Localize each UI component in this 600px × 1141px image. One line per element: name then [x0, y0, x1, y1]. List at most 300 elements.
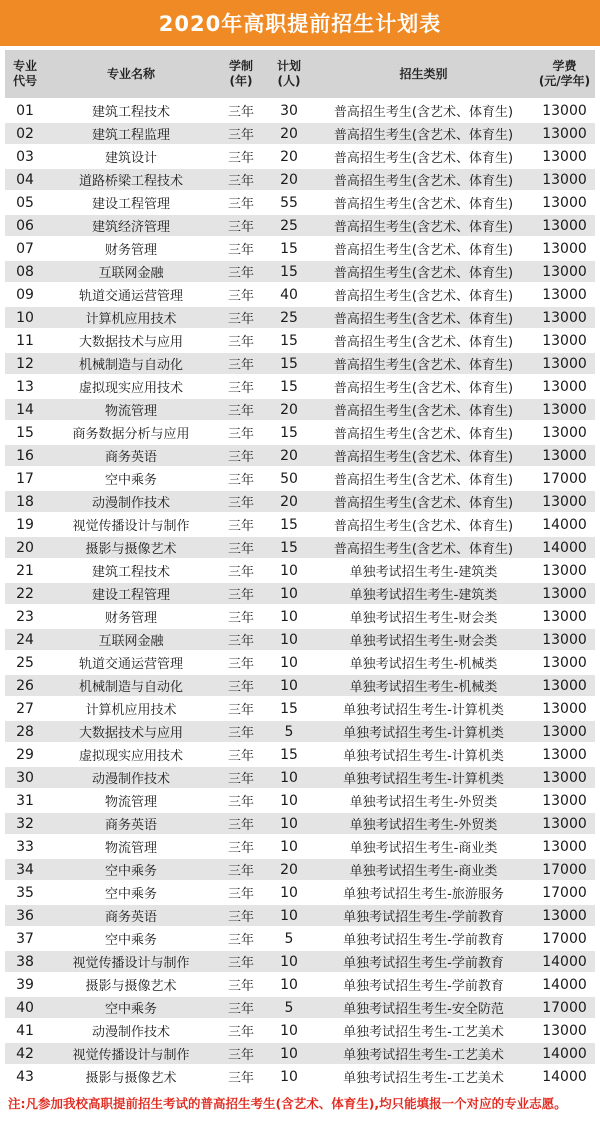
cell-code: 35	[5, 881, 45, 904]
cell-code: 30	[5, 766, 45, 789]
cell-study-length: 三年	[217, 720, 265, 743]
cell-major-name: 建筑工程技术	[45, 559, 217, 582]
cell-major-name: 商务英语	[45, 444, 217, 467]
cell-plan-count: 20	[265, 858, 313, 881]
table-row	[5, 697, 595, 720]
cell-plan-count: 10	[265, 881, 313, 904]
cell-tuition-fee: 13000	[534, 444, 595, 467]
cell-major-name: 摄影与摄像艺术	[45, 536, 217, 559]
cell-plan-count: 10	[265, 1065, 313, 1088]
header-category	[313, 50, 534, 99]
footnote: 注:凡参加我校高职提前招生考试的普高招生考生(含艺术、体育生),均只能填报一个对应的专业志愿。	[8, 1096, 567, 1111]
cell-tuition-fee: 13000	[534, 375, 595, 398]
cell-tuition-fee: 13000	[534, 582, 595, 605]
cell-plan-count: 55	[265, 191, 313, 214]
cell-tuition-fee: 14000	[534, 1065, 595, 1088]
cell-category: 单独考试招生考生-机械类	[313, 651, 534, 674]
cell-plan-count: 10	[265, 835, 313, 858]
cell-tuition-fee: 14000	[534, 536, 595, 559]
cell-code: 39	[5, 973, 45, 996]
cell-code: 06	[5, 214, 45, 237]
cell-category: 单独考试招生考生-学前教育	[313, 950, 534, 973]
cell-code: 23	[5, 605, 45, 628]
cell-tuition-fee: 13000	[534, 766, 595, 789]
cell-category: 普高招生考生(含艺术、体育生)	[313, 306, 534, 329]
cell-plan-count: 10	[265, 674, 313, 697]
cell-plan-count: 5	[265, 927, 313, 950]
cell-tuition-fee: 13000	[534, 559, 595, 582]
table-row	[5, 122, 595, 145]
cell-tuition-fee: 13000	[534, 720, 595, 743]
cell-category: 单独考试招生考生-安全防范	[313, 996, 534, 1019]
cell-major-name: 建筑经济管理	[45, 214, 217, 237]
cell-study-length: 三年	[217, 1042, 265, 1065]
cell-study-length: 三年	[217, 237, 265, 260]
header-fee-line2: (元/学年)	[538, 74, 591, 88]
header-code-line2: 代号	[12, 74, 37, 88]
cell-plan-count: 10	[265, 766, 313, 789]
cell-tuition-fee: 13000	[534, 283, 595, 306]
cell-plan-count: 15	[265, 375, 313, 398]
table-row	[5, 352, 595, 375]
cell-study-length: 三年	[217, 628, 265, 651]
cell-plan-count: 5	[265, 996, 313, 1019]
cell-tuition-fee: 13000	[534, 697, 595, 720]
cell-code: 20	[5, 536, 45, 559]
cell-plan-count: 20	[265, 444, 313, 467]
cell-category: 单独考试招生考生-工艺美术	[313, 1065, 534, 1088]
cell-major-name: 商务英语	[45, 904, 217, 927]
cell-category: 普高招生考生(含艺术、体育生)	[313, 490, 534, 513]
cell-major-name: 视觉传播设计与制作	[45, 1042, 217, 1065]
cell-study-length: 三年	[217, 260, 265, 283]
cell-major-name: 虚拟现实应用技术	[45, 375, 217, 398]
cell-code: 04	[5, 168, 45, 191]
cell-code: 03	[5, 145, 45, 168]
cell-category: 单独考试招生考生-计算机类	[313, 720, 534, 743]
cell-major-name: 建筑工程技术	[45, 99, 217, 122]
cell-study-length: 三年	[217, 605, 265, 628]
cell-category: 单独考试招生考生-机械类	[313, 674, 534, 697]
cell-major-name: 大数据技术与应用	[45, 329, 217, 352]
cell-major-name: 财务管理	[45, 237, 217, 260]
cell-tuition-fee: 14000	[534, 950, 595, 973]
cell-study-length: 三年	[217, 421, 265, 444]
cell-major-name: 商务数据分析与应用	[45, 421, 217, 444]
cell-tuition-fee: 14000	[534, 513, 595, 536]
cell-major-name: 动漫制作技术	[45, 766, 217, 789]
table-header	[5, 50, 595, 99]
cell-plan-count: 15	[265, 421, 313, 444]
cell-plan-count: 15	[265, 260, 313, 283]
cell-plan-count: 20	[265, 398, 313, 421]
cell-major-name: 动漫制作技术	[45, 490, 217, 513]
cell-plan-count: 15	[265, 743, 313, 766]
table-row	[5, 536, 595, 559]
cell-study-length: 三年	[217, 191, 265, 214]
cell-tuition-fee: 13000	[534, 490, 595, 513]
header-plan-line1: 计划	[276, 59, 301, 73]
cell-tuition-fee: 13000	[534, 904, 595, 927]
cell-tuition-fee: 13000	[534, 260, 595, 283]
cell-plan-count: 20	[265, 122, 313, 145]
cell-major-name: 空中乘务	[45, 927, 217, 950]
cell-code: 17	[5, 467, 45, 490]
cell-plan-count: 10	[265, 628, 313, 651]
table-row	[5, 904, 595, 927]
cell-major-name: 商务英语	[45, 812, 217, 835]
cell-category: 单独考试招生考生-外贸类	[313, 812, 534, 835]
cell-plan-count: 15	[265, 513, 313, 536]
cell-tuition-fee: 17000	[534, 996, 595, 1019]
table-row	[5, 237, 595, 260]
cell-plan-count: 10	[265, 1019, 313, 1042]
cell-tuition-fee: 13000	[534, 237, 595, 260]
cell-code: 02	[5, 122, 45, 145]
cell-major-name: 空中乘务	[45, 996, 217, 1019]
table-row	[5, 513, 595, 536]
cell-tuition-fee: 13000	[534, 398, 595, 421]
cell-study-length: 三年	[217, 467, 265, 490]
cell-study-length: 三年	[217, 490, 265, 513]
cell-code: 07	[5, 237, 45, 260]
cell-tuition-fee: 13000	[534, 789, 595, 812]
cell-code: 14	[5, 398, 45, 421]
cell-plan-count: 10	[265, 1042, 313, 1065]
cell-major-name: 视觉传播设计与制作	[45, 950, 217, 973]
table-row	[5, 766, 595, 789]
cell-plan-count: 10	[265, 582, 313, 605]
table-row	[5, 145, 595, 168]
plan-table-container	[0, 46, 600, 1089]
header-plan	[265, 50, 313, 99]
cell-study-length: 三年	[217, 283, 265, 306]
cell-category: 普高招生考生(含艺术、体育生)	[313, 260, 534, 283]
cell-major-name: 空中乘务	[45, 858, 217, 881]
cell-plan-count: 10	[265, 812, 313, 835]
cell-major-name: 摄影与摄像艺术	[45, 1065, 217, 1088]
table-row	[5, 996, 595, 1019]
cell-category: 普高招生考生(含艺术、体育生)	[313, 421, 534, 444]
cell-code: 22	[5, 582, 45, 605]
cell-category: 普高招生考生(含艺术、体育生)	[313, 513, 534, 536]
cell-tuition-fee: 13000	[534, 674, 595, 697]
cell-code: 01	[5, 99, 45, 122]
cell-major-name: 机械制造与自动化	[45, 352, 217, 375]
cell-major-name: 摄影与摄像艺术	[45, 973, 217, 996]
enrollment-plan-table	[5, 50, 595, 1089]
cell-category: 单独考试招生考生-工艺美术	[313, 1042, 534, 1065]
cell-study-length: 三年	[217, 444, 265, 467]
cell-category: 单独考试招生考生-旅游服务	[313, 881, 534, 904]
cell-code: 34	[5, 858, 45, 881]
cell-major-name: 物流管理	[45, 398, 217, 421]
cell-major-name: 机械制造与自动化	[45, 674, 217, 697]
table-row	[5, 605, 595, 628]
table-row	[5, 375, 595, 398]
cell-study-length: 三年	[217, 99, 265, 122]
cell-category: 普高招生考生(含艺术、体育生)	[313, 444, 534, 467]
cell-study-length: 三年	[217, 904, 265, 927]
cell-code: 10	[5, 306, 45, 329]
cell-plan-count: 10	[265, 559, 313, 582]
table-row	[5, 306, 595, 329]
cell-study-length: 三年	[217, 674, 265, 697]
cell-code: 15	[5, 421, 45, 444]
cell-code: 37	[5, 927, 45, 950]
cell-study-length: 三年	[217, 835, 265, 858]
cell-category: 普高招生考生(含艺术、体育生)	[313, 122, 534, 145]
table-row	[5, 191, 595, 214]
cell-plan-count: 30	[265, 99, 313, 122]
cell-study-length: 三年	[217, 559, 265, 582]
cell-code: 38	[5, 950, 45, 973]
cell-code: 28	[5, 720, 45, 743]
cell-plan-count: 40	[265, 283, 313, 306]
cell-study-length: 三年	[217, 536, 265, 559]
cell-tuition-fee: 17000	[534, 927, 595, 950]
cell-category: 普高招生考生(含艺术、体育生)	[313, 283, 534, 306]
table-row	[5, 168, 595, 191]
page-title: 2020年高职提前招生计划表	[0, 0, 600, 46]
cell-plan-count: 10	[265, 605, 313, 628]
cell-category: 普高招生考生(含艺术、体育生)	[313, 214, 534, 237]
table-row	[5, 467, 595, 490]
table-row	[5, 329, 595, 352]
cell-major-name: 轨道交通运营管理	[45, 651, 217, 674]
cell-code: 24	[5, 628, 45, 651]
cell-study-length: 三年	[217, 1065, 265, 1088]
table-row	[5, 582, 595, 605]
cell-tuition-fee: 13000	[534, 743, 595, 766]
cell-code: 31	[5, 789, 45, 812]
cell-code: 05	[5, 191, 45, 214]
header-code-line1: 专业	[12, 59, 37, 73]
cell-study-length: 三年	[217, 122, 265, 145]
cell-category: 单独考试招生考生-学前教育	[313, 973, 534, 996]
cell-major-name: 虚拟现实应用技术	[45, 743, 217, 766]
cell-tuition-fee: 13000	[534, 812, 595, 835]
cell-category: 普高招生考生(含艺术、体育生)	[313, 329, 534, 352]
cell-major-name: 大数据技术与应用	[45, 720, 217, 743]
table-row	[5, 628, 595, 651]
cell-major-name: 建筑设计	[45, 145, 217, 168]
header-length	[217, 50, 265, 99]
header-length-line1: 学制	[228, 59, 253, 73]
cell-study-length: 三年	[217, 513, 265, 536]
cell-category: 单独考试招生考生-计算机类	[313, 697, 534, 720]
cell-plan-count: 10	[265, 950, 313, 973]
table-body	[5, 99, 595, 1088]
table-row	[5, 835, 595, 858]
cell-category: 普高招生考生(含艺术、体育生)	[313, 237, 534, 260]
cell-category: 普高招生考生(含艺术、体育生)	[313, 191, 534, 214]
cell-study-length: 三年	[217, 996, 265, 1019]
cell-code: 43	[5, 1065, 45, 1088]
cell-category: 普高招生考生(含艺术、体育生)	[313, 375, 534, 398]
cell-plan-count: 15	[265, 329, 313, 352]
header-name	[45, 50, 217, 99]
cell-plan-count: 10	[265, 904, 313, 927]
cell-plan-count: 20	[265, 145, 313, 168]
cell-major-name: 建设工程管理	[45, 582, 217, 605]
table-row	[5, 720, 595, 743]
cell-tuition-fee: 14000	[534, 1042, 595, 1065]
header-name-label: 专业名称	[106, 66, 155, 81]
cell-category: 普高招生考生(含艺术、体育生)	[313, 352, 534, 375]
cell-code: 25	[5, 651, 45, 674]
cell-major-name: 视觉传播设计与制作	[45, 513, 217, 536]
table-row	[5, 674, 595, 697]
table-row	[5, 283, 595, 306]
cell-code: 13	[5, 375, 45, 398]
cell-major-name: 道路桥梁工程技术	[45, 168, 217, 191]
table-row	[5, 743, 595, 766]
header-fee	[534, 50, 595, 99]
cell-category: 单独考试招生考生-商业类	[313, 835, 534, 858]
cell-code: 42	[5, 1042, 45, 1065]
cell-code: 18	[5, 490, 45, 513]
cell-study-length: 三年	[217, 973, 265, 996]
cell-study-length: 三年	[217, 743, 265, 766]
cell-major-name: 空中乘务	[45, 881, 217, 904]
cell-major-name: 轨道交通运营管理	[45, 283, 217, 306]
cell-major-name: 物流管理	[45, 789, 217, 812]
table-row	[5, 260, 595, 283]
cell-code: 29	[5, 743, 45, 766]
cell-code: 16	[5, 444, 45, 467]
cell-tuition-fee: 13000	[534, 306, 595, 329]
cell-category: 单独考试招生考生-计算机类	[313, 743, 534, 766]
cell-category: 单独考试招生考生-财会类	[313, 628, 534, 651]
cell-code: 21	[5, 559, 45, 582]
cell-tuition-fee: 13000	[534, 191, 595, 214]
cell-tuition-fee: 14000	[534, 973, 595, 996]
cell-category: 单独考试招生考生-建筑类	[313, 582, 534, 605]
table-row	[5, 559, 595, 582]
header-category-label: 招生类别	[399, 66, 448, 81]
cell-study-length: 三年	[217, 306, 265, 329]
cell-plan-count: 15	[265, 352, 313, 375]
cell-study-length: 三年	[217, 582, 265, 605]
table-row	[5, 1042, 595, 1065]
table-row	[5, 881, 595, 904]
cell-category: 普高招生考生(含艺术、体育生)	[313, 168, 534, 191]
cell-category: 单独考试招生考生-财会类	[313, 605, 534, 628]
cell-study-length: 三年	[217, 812, 265, 835]
cell-tuition-fee: 17000	[534, 467, 595, 490]
cell-tuition-fee: 13000	[534, 835, 595, 858]
cell-study-length: 三年	[217, 214, 265, 237]
table-row	[5, 214, 595, 237]
cell-major-name: 动漫制作技术	[45, 1019, 217, 1042]
cell-tuition-fee: 17000	[534, 881, 595, 904]
cell-tuition-fee: 13000	[534, 651, 595, 674]
cell-tuition-fee: 13000	[534, 605, 595, 628]
cell-plan-count: 10	[265, 789, 313, 812]
table-row	[5, 651, 595, 674]
cell-major-name: 建设工程管理	[45, 191, 217, 214]
cell-category: 单独考试招生考生-学前教育	[313, 904, 534, 927]
cell-tuition-fee: 13000	[534, 352, 595, 375]
cell-tuition-fee: 13000	[534, 99, 595, 122]
cell-study-length: 三年	[217, 950, 265, 973]
cell-plan-count: 15	[265, 697, 313, 720]
cell-study-length: 三年	[217, 697, 265, 720]
cell-code: 36	[5, 904, 45, 927]
cell-major-name: 建筑工程监理	[45, 122, 217, 145]
cell-tuition-fee: 13000	[534, 1019, 595, 1042]
cell-study-length: 三年	[217, 881, 265, 904]
cell-category: 单独考试招生考生-建筑类	[313, 559, 534, 582]
cell-plan-count: 15	[265, 536, 313, 559]
cell-category: 单独考试招生考生-学前教育	[313, 927, 534, 950]
table-row	[5, 927, 595, 950]
cell-tuition-fee: 13000	[534, 122, 595, 145]
cell-code: 41	[5, 1019, 45, 1042]
table-row	[5, 444, 595, 467]
cell-study-length: 三年	[217, 651, 265, 674]
table-row	[5, 398, 595, 421]
cell-major-name: 财务管理	[45, 605, 217, 628]
table-row	[5, 950, 595, 973]
cell-study-length: 三年	[217, 375, 265, 398]
cell-category: 单独考试招生考生-工艺美术	[313, 1019, 534, 1042]
cell-code: 32	[5, 812, 45, 835]
cell-code: 40	[5, 996, 45, 1019]
cell-study-length: 三年	[217, 145, 265, 168]
cell-plan-count: 25	[265, 306, 313, 329]
table-row	[5, 812, 595, 835]
cell-plan-count: 10	[265, 973, 313, 996]
cell-study-length: 三年	[217, 352, 265, 375]
cell-plan-count: 25	[265, 214, 313, 237]
header-code	[5, 50, 45, 99]
cell-tuition-fee: 13000	[534, 421, 595, 444]
header-fee-line1: 学费	[552, 59, 577, 73]
cell-major-name: 空中乘务	[45, 467, 217, 490]
cell-code: 11	[5, 329, 45, 352]
cell-code: 08	[5, 260, 45, 283]
table-row	[5, 1019, 595, 1042]
cell-study-length: 三年	[217, 398, 265, 421]
table-row	[5, 1065, 595, 1088]
header-length-line2: (年)	[229, 74, 253, 88]
cell-plan-count: 20	[265, 168, 313, 191]
header-plan-line2: (人)	[277, 74, 301, 88]
cell-major-name: 计算机应用技术	[45, 697, 217, 720]
cell-major-name: 物流管理	[45, 835, 217, 858]
table-row	[5, 490, 595, 513]
table-row	[5, 858, 595, 881]
cell-tuition-fee: 13000	[534, 168, 595, 191]
cell-code: 33	[5, 835, 45, 858]
table-row	[5, 789, 595, 812]
cell-study-length: 三年	[217, 329, 265, 352]
cell-category: 单独考试招生考生-外贸类	[313, 789, 534, 812]
cell-code: 09	[5, 283, 45, 306]
cell-study-length: 三年	[217, 168, 265, 191]
cell-category: 普高招生考生(含艺术、体育生)	[313, 99, 534, 122]
cell-study-length: 三年	[217, 766, 265, 789]
cell-tuition-fee: 13000	[534, 329, 595, 352]
table-row	[5, 99, 595, 122]
cell-category: 普高招生考生(含艺术、体育生)	[313, 467, 534, 490]
cell-plan-count: 20	[265, 490, 313, 513]
cell-major-name: 互联网金融	[45, 260, 217, 283]
cell-plan-count: 5	[265, 720, 313, 743]
cell-code: 19	[5, 513, 45, 536]
